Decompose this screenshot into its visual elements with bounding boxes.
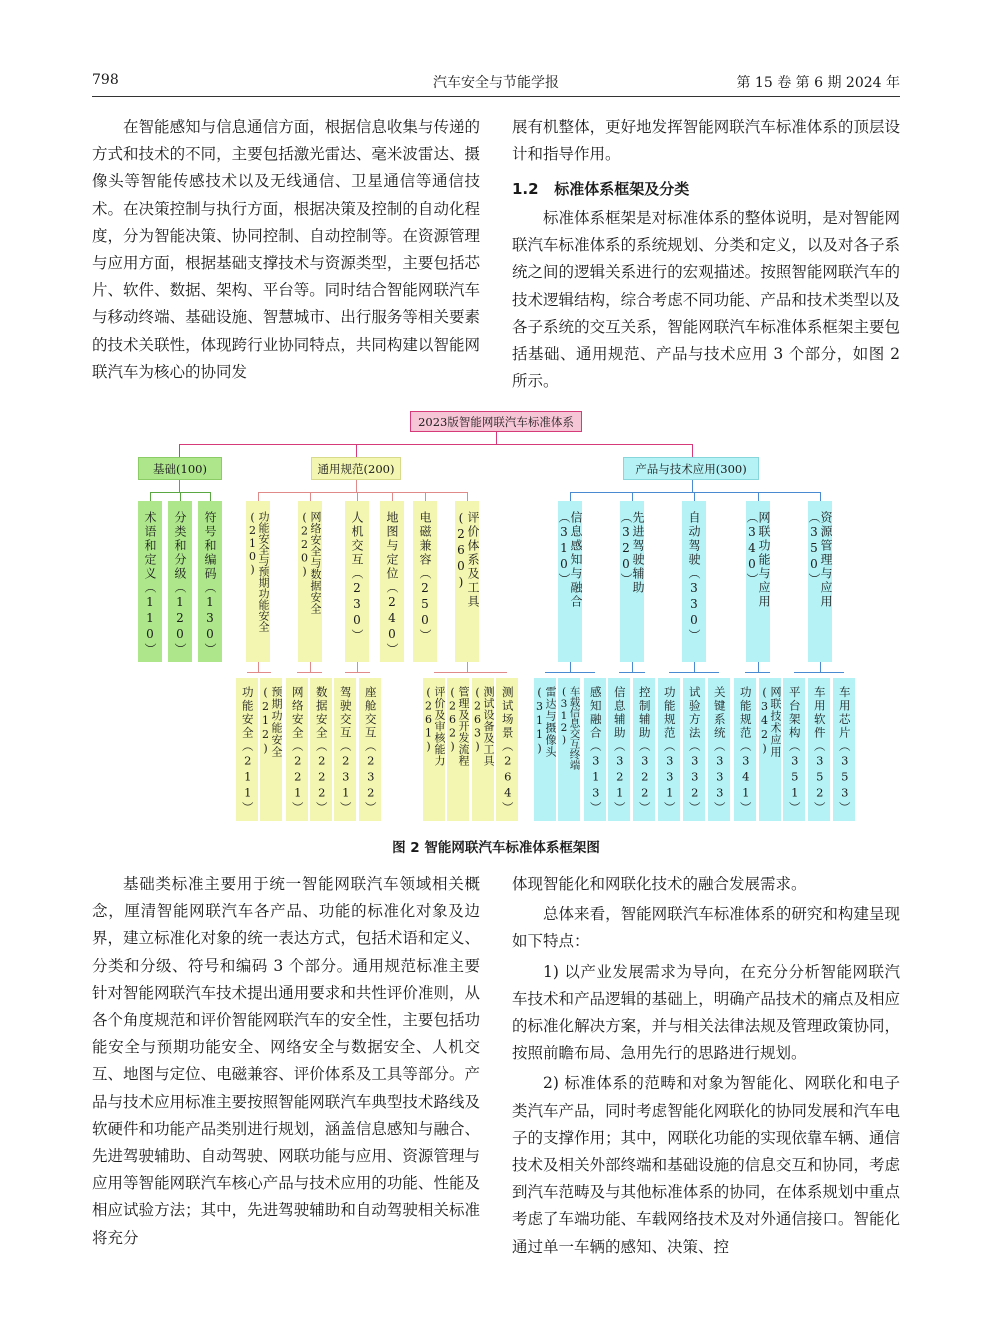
product-connector [692,480,693,492]
root-bar [179,444,692,445]
product-leaf: 信息辅助（321） [608,678,630,821]
general-leaf: 预期功能安全(212) [260,678,282,821]
general-leaf: 座舱交互（232） [359,678,381,821]
product-child: 网联功能与应用（340） [746,501,770,662]
general-leaf: 数据安全（222） [310,678,332,821]
product-leaf: 车用芯片（353） [833,678,855,821]
general-sub-connector [467,662,468,672]
basic-connector [179,480,180,492]
general-leaf: 网络安全（221） [286,678,308,821]
paragraph: 体现智能化和网联化技术的融合发展需求。 [512,875,807,893]
product-drop [820,492,821,501]
basic-drop [150,492,151,501]
root-drop-basic [179,444,180,457]
general-child: 电磁兼容（250） [413,501,437,662]
paragraph: 在智能感知与信息通信方面，根据信息收集与传递的方式和技术的不同，主要包括激光雷达、毫米波雷达、摄像头等智能传感技术以及无线通信、卫星通信等通信技术。在决策控制与执行方面，根据决策及控制的自动化程度，分为智能决策、协同控制、自动控制等。在资源管理与应用方面，根据基础支撑技术与资源类型，主要包括芯片、软件、数据、架构、平台等。同时结合智能网联汽车与移动终端、基础设施、智慧城市、出行服务等相关要素的技术关联性，体现跨行业协同特点，共同构建以智能网联汽车为核心的协同发 [92,118,480,381]
general-label: 通用规范(200) [317,461,395,476]
general-leaf: 管理及开发流程(262) [447,678,469,821]
product-sub-bar [669,672,719,673]
general-sub-connector [258,662,259,672]
product-sub-bar [545,672,595,673]
basic-drop [180,492,181,501]
general-child: 地图与定位（240） [380,501,404,662]
figure-caption: 图 2 智能网联汽车标准体系框架图 [392,840,600,856]
page-number: 798 [92,72,119,88]
product-drop [570,492,571,501]
paragraph: 2) 标准体系的范畴和对象为智能化、网联化和电子类汽车产品，同时考虑智能化网联化的协同发展和汽车电子的支撑作用；其中，网联化功能的实现依靠车辆、通信技术及相关外部终端和基础设施的信息交互和协同，考虑到汽车范畴及与其他标准体系的协同，在体系规划中重点考虑了车端功能、车载网络技术及对外通信接口。智能化通过单一车辆的感知、决策、控 [512,1074,900,1256]
general-drop [392,492,393,501]
product-label: 产品与技术应用(300) [635,461,747,476]
issue-info: 第 15 卷 第 6 期 2024 年 [736,75,900,91]
general-sub-connector [357,662,358,672]
general-child: 功能安全与预期功能安全(210) [246,501,270,662]
root-drop-general [356,444,357,457]
general-node [311,457,401,480]
product-leaf: 网联技术应用(342) [759,678,781,821]
root-connector [496,432,497,444]
general-connector [356,480,357,492]
product-sub-bar [745,672,770,673]
general-leaf: 驾驶交互（231） [334,678,356,821]
product-leaf: 感知融合（313） [584,678,606,821]
general-sub-bar [247,672,271,673]
paragraph: 总体来看，智能网联汽车标准体系的研究和构建呈现如下特点： [512,905,900,951]
general-leaf: 功能安全（211） [236,678,258,821]
product-child: 资源管理与应用（350） [808,501,832,662]
general-drop [467,492,468,501]
paragraph: 1) 以产业发展需求为导向，在充分分析智能网联汽车技术和产品逻辑的基础上，明确产品技术的痛点及相应的标准化解决方案，并与相关法律法规及管理政策协同，按照前瞻布局、急用先行的思路进行规划。 [512,962,900,1063]
product-leaf: 控制辅助（322） [633,678,655,821]
basic-node [138,457,222,480]
section-number: 1.2 [512,180,539,198]
general-drop [310,492,311,501]
product-leaf: 平台架构（351） [783,678,805,821]
product-sub-connector [632,662,633,672]
paragraph: 展有机整体，更好地发挥智能网联汽车标准体系的顶层设计和指导作用。 [512,118,900,164]
product-child: 信息感知与融合（310） [558,501,582,662]
product-sub-connector [694,662,695,672]
journal-title: 汽车安全与节能学报 [433,75,559,91]
product-bar [570,492,820,493]
general-sub-bar [434,672,507,673]
basic-child: 分类和分级（120） [168,501,192,662]
product-sub-connector [758,662,759,672]
product-sub-bar [794,672,844,673]
product-node [623,457,759,480]
general-drop [258,492,259,501]
basic-child: 符号和编码（130） [198,501,222,662]
product-leaf: 功能规范（341） [734,678,756,821]
general-drop [357,492,358,501]
basic-drop [210,492,211,501]
product-drop [632,492,633,501]
product-leaf: 试验方法（332） [683,678,705,821]
left-column-bottom [92,871,480,1252]
paragraph: 标准体系框架是对标准体系的整体说明，是对智能网联汽车标准体系的系统规划、分类和定义，以及对各子系统之间的逻辑关系进行的宏观描述。按照智能网联汽车的技术逻辑结构，综合考虑不同功能、产品和技术类型以及各子系统的交互关系，智能网联汽车标准体系框架主要包括基础、通用规范、产品与技术应用 3 个部分，如图 2 所示。 [512,209,900,391]
general-bar [258,492,467,493]
section-title: 标准体系框架及分类 [554,180,690,198]
root-drop-product [692,444,693,457]
root-label: 2023版智能网联汽车标准体系 [418,414,574,429]
root-node [410,411,582,432]
product-child: 自动驾驶（330） [682,501,706,662]
general-leaf: 评价及审核能力(261) [423,678,445,821]
general-sub-bar [345,672,370,673]
right-column-bottom [512,871,900,1261]
basic-label: 基础(100) [153,461,207,476]
general-sub-connector [310,662,311,672]
product-sub-connector [570,662,571,672]
general-leaf: 测试设备及工具(263) [472,678,494,821]
general-drop [425,492,426,501]
paragraph: 基础类标准主要用于统一智能网联汽车领域相关概念，厘清智能网联汽车各产品、功能的标准化对象及边界，建立标准化对象的统一表达方式，包括术语和定义、分类和分级、符号和编码 3 个部分。通用规范标准主要针对智能网联汽车技术提出通用要求和共性评价准则，从各个角度规范和评价智能网联汽车的安全性，主要包括功能安全与预期功能安全、网络安全与数据安全、人机交互、地图与定位、电磁兼容、评价体系及工具等部分。产品与技术应用标准主要按照智能网联汽车典型技术路线及软硬件和功能产品类别进行规划，涵盖信息感知与融合、先进驾驶辅助、自动驾驶、网联功能与应用、资源管理与应用等智能网联汽车核心产品与技术应用的功能、性能及相应试验方法；其中，先进驾驶辅助和自动驾驶相关标准将充分 [92,875,480,1247]
product-leaf: 车载信息交互终端(312) [558,678,580,821]
basic-child: 术语和定义（110） [138,501,162,662]
general-child: 评价体系及工具(260) [455,501,479,662]
product-leaf: 雷达与摄像头(311) [534,678,556,821]
product-leaf: 关键系统（333） [708,678,730,821]
product-sub-connector [820,662,821,672]
product-drop [694,492,695,501]
general-child: 人机交互（230） [345,501,369,662]
product-sub-bar [619,672,645,673]
product-child: 先进驾驶辅助（320） [620,501,644,662]
product-leaf: 功能规范（331） [658,678,680,821]
general-sub-bar [297,672,322,673]
product-leaf: 车用软件（352） [808,678,830,821]
general-child: 网络安全与数据安全(220) [298,501,322,662]
product-drop [758,492,759,501]
general-leaf: 测试场景（264） [496,678,518,821]
